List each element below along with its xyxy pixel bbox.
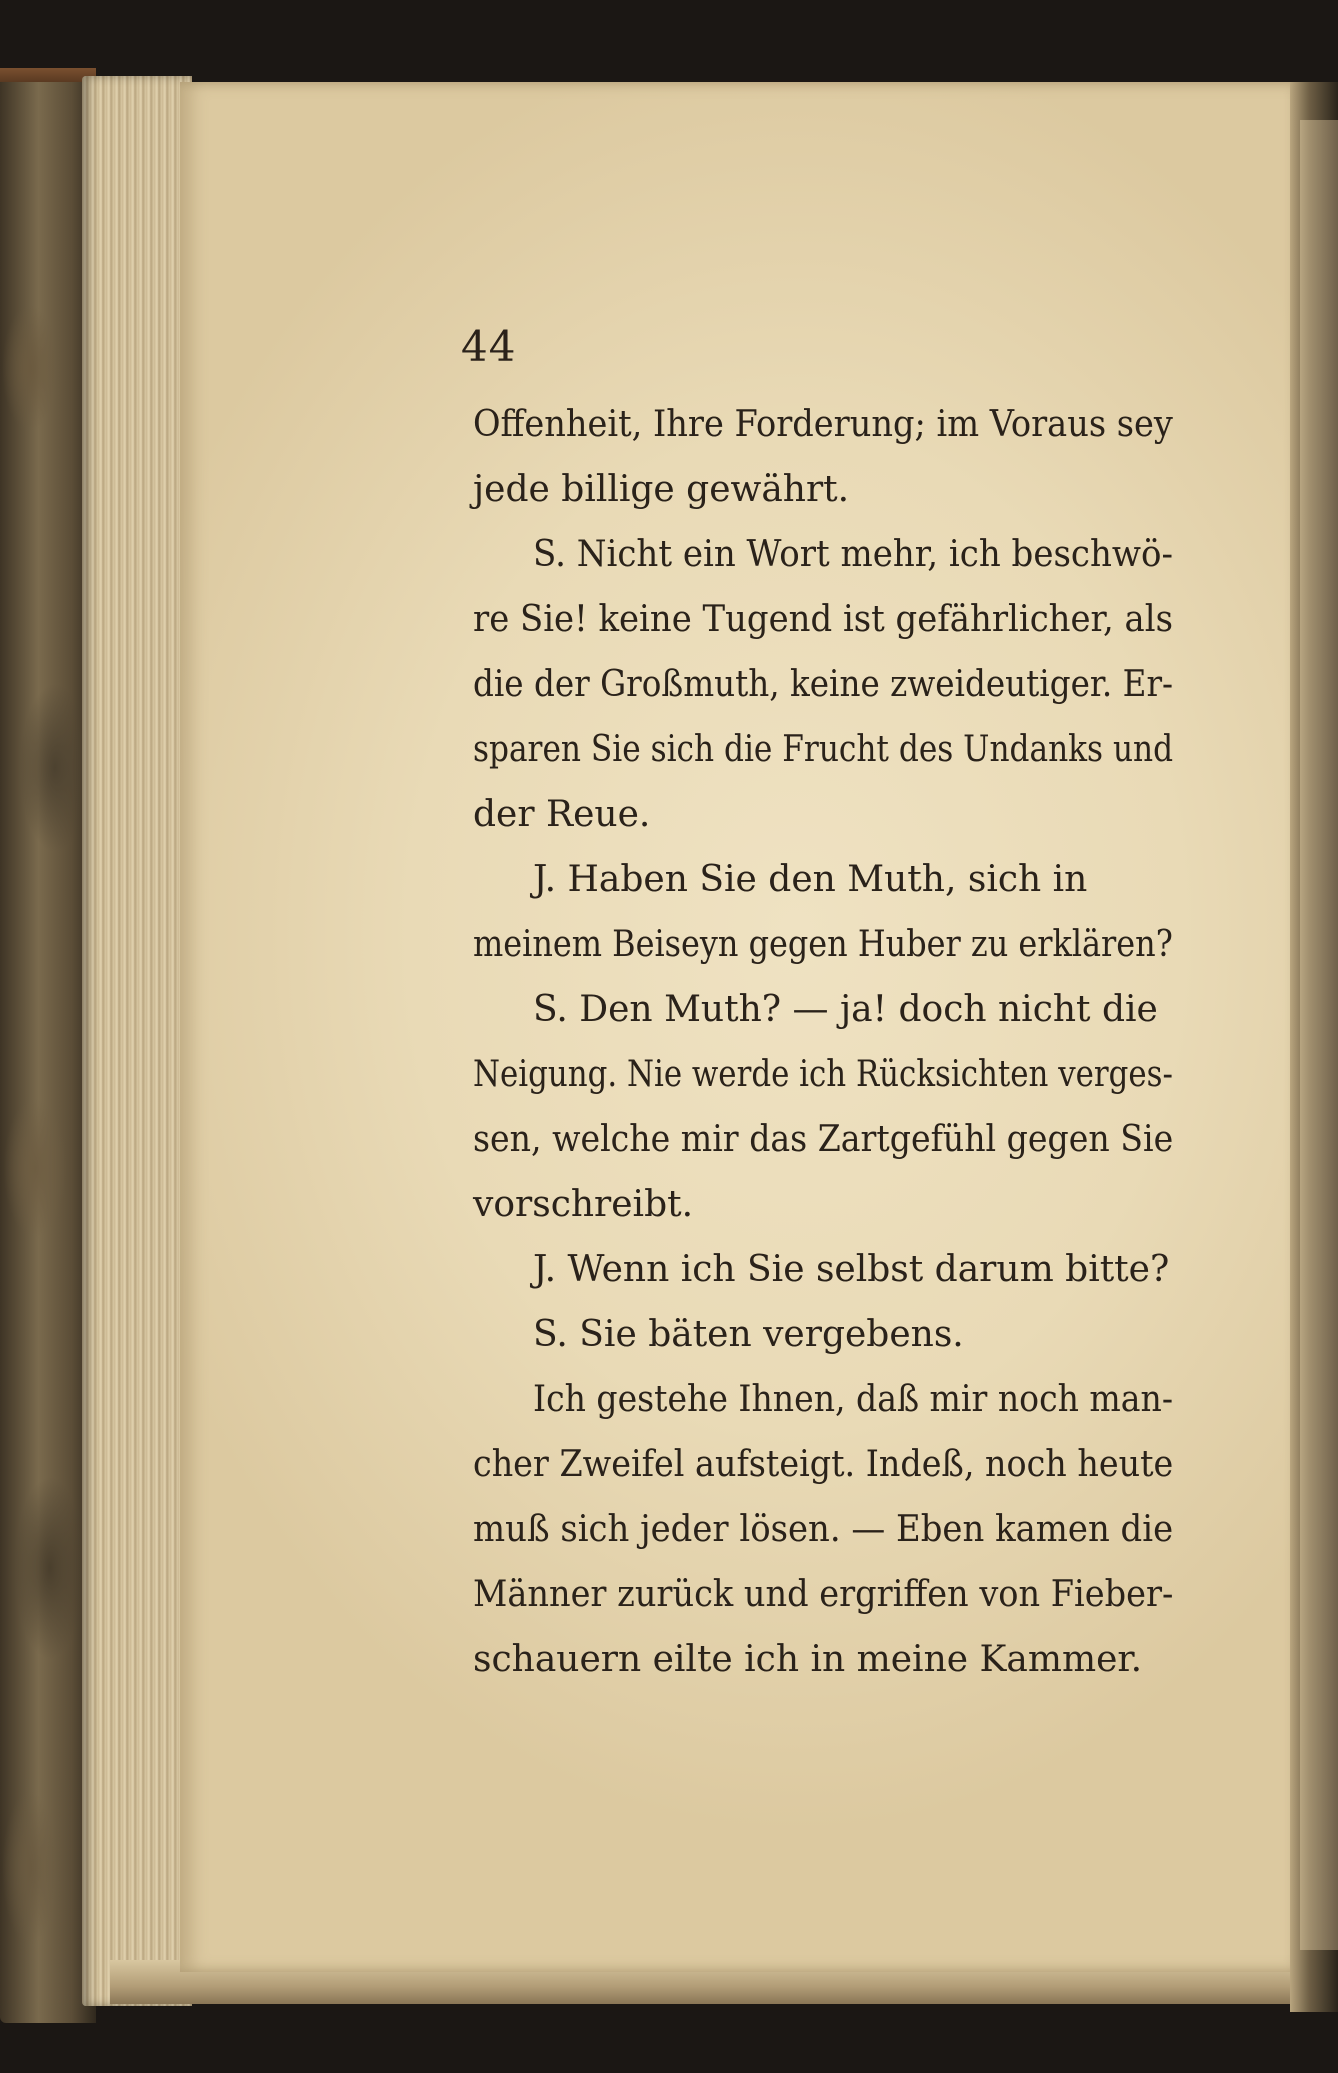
text-line: die der Großmuth, keine zweideutiger. Er-: [473, 664, 1174, 705]
text-line: meinem Beiseyn gegen Huber zu erklären?: [473, 924, 1173, 965]
text-line: der Reue.: [473, 794, 651, 835]
page-text: [473, 392, 1173, 1692]
text-line: sparen Sie sich die Frucht des Undanks und: [473, 729, 1174, 770]
text-line: sen, welche mir das Zartgefühl gegen Sie: [473, 1119, 1174, 1160]
text-line: S. Sie bäten vergebens.: [533, 1314, 964, 1355]
text-line: vorschreibt.: [473, 1184, 694, 1225]
text-line: J. Haben Sie den Muth, sich in: [533, 859, 1088, 900]
page-number: 44: [461, 322, 517, 371]
text-line: Neigung. Nie werde ich Rücksichten verges-: [473, 1054, 1173, 1095]
text-line: schauern eilte ich in meine Kammer.: [473, 1639, 1143, 1680]
text-line: Männer zurück und ergriffen von Fieber-: [473, 1574, 1174, 1615]
text-line: S. Den Muth? — ja! doch nicht die: [533, 989, 1158, 1030]
text-line: S. Nicht ein Wort mehr, ich beschwö-: [533, 534, 1173, 575]
text-line: re Sie! keine Tugend ist gefährlicher, als: [473, 599, 1173, 640]
text-line: J. Wenn ich Sie selbst darum bitte?: [533, 1249, 1170, 1290]
facing-page-sliver: [1300, 120, 1338, 1950]
text-line: muß sich jeder lösen. — Eben kamen die: [473, 1509, 1174, 1550]
text-line: jede billige gewährt.: [473, 469, 850, 510]
text-line: Ich gestehe Ihnen, daß mir noch man-: [533, 1379, 1174, 1420]
text-line: Offenheit, Ihre Forderung; im Voraus sey: [473, 404, 1173, 445]
page-edges: [82, 76, 192, 2006]
text-line: cher Zweifel aufsteigt. Indeß, noch heute: [473, 1444, 1174, 1485]
